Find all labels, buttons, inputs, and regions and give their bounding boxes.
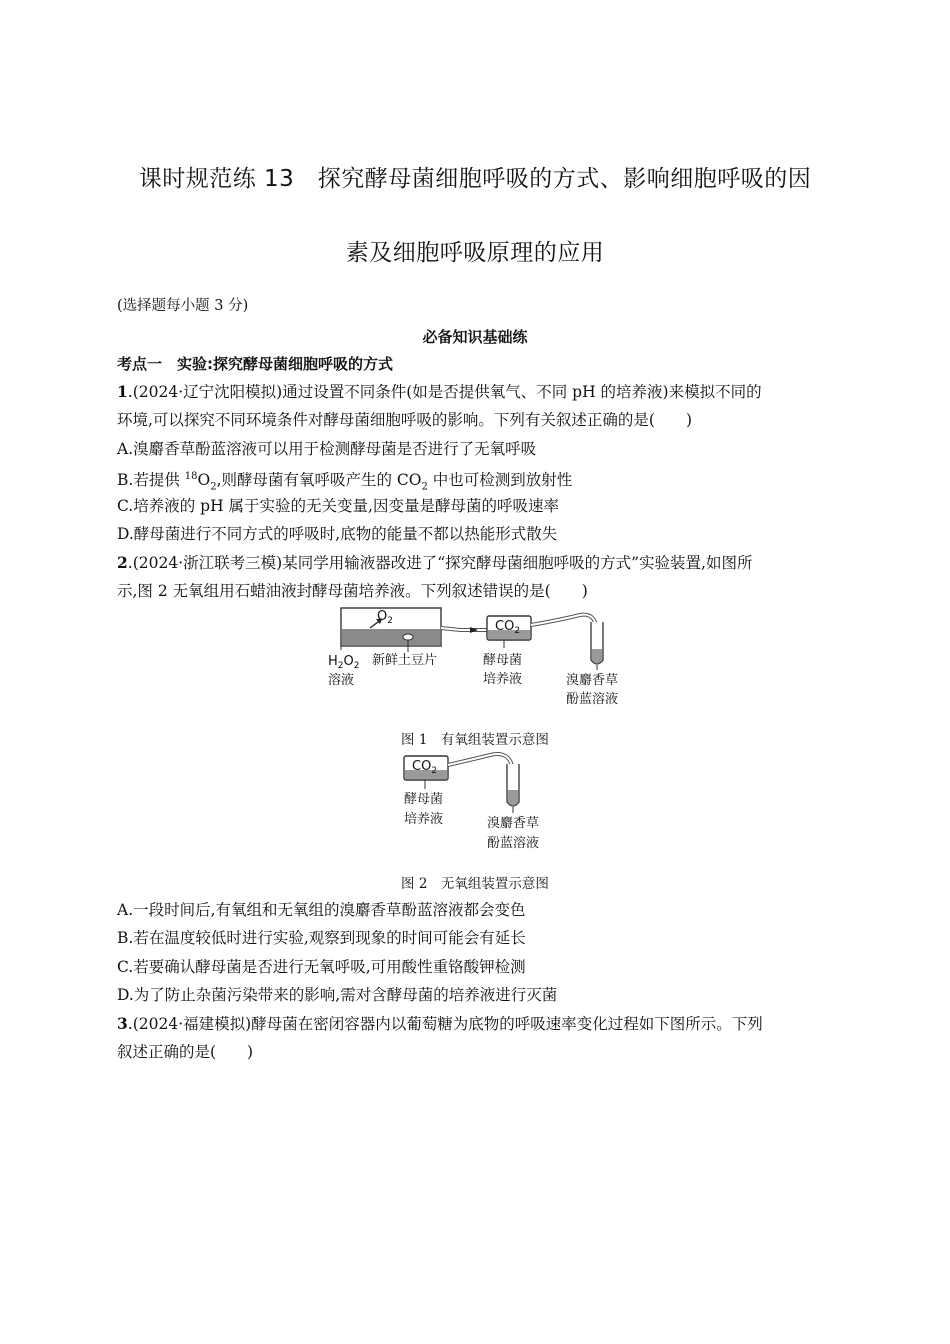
section-heading: 必备知识基础练 xyxy=(422,328,528,346)
figure-2-caption: 图 2 无氧组装置示意图 xyxy=(401,876,549,892)
h2o2-label: $H_2O_2$ xyxy=(328,654,360,671)
co2-label-2: $CO_2$ xyxy=(412,759,438,776)
yeast-label-1-line-1: 酵母菌 xyxy=(483,653,523,668)
question-1-number: 1 xyxy=(117,382,128,401)
yeast-label-2-line-1: 酵母菌 xyxy=(404,792,444,807)
question-1-option-c: C.培养液的 pH 属于实验的无关变量,因变量是酵母菌的呼吸速率 xyxy=(117,497,559,515)
question-2-number: 2 xyxy=(117,553,128,572)
question-2-option-b: B.若在温度较低时进行实验,观察到现象的时间可能会有延长 xyxy=(117,929,526,947)
score-note: (选择题每小题 3 分) xyxy=(117,298,249,314)
question-1-stem: .(2024·辽宁沈阳模拟)通过设置不同条件(如是否提供氧气、不同 pH 的培养液)来模拟不同的 xyxy=(127,383,762,401)
question-2-line-2: 示,图 2 无氧组用石蜡油液封酵母菌培养液。下列叙述错误的是( ) xyxy=(117,582,588,600)
topic-heading: 考点一 实验:探究酵母菌细胞呼吸的方式 xyxy=(117,355,394,373)
question-3-stem: .(2024·福建模拟)酵母菌在密闭容器内以葡萄糖为底物的呼吸速率变化过程如下图所示。下列 xyxy=(127,1015,763,1033)
question-1-line-2: 环境,可以探究不同环境条件对酵母菌细胞呼吸的影响。下列有关叙述正确的是( ) xyxy=(117,411,693,429)
potato-label: 新鲜土豆片 xyxy=(372,653,438,668)
indicator-label-2-line-1: 溴麝香草 xyxy=(487,816,540,831)
co2-label-1: $CO_2$ xyxy=(495,619,521,636)
yeast-label-2-line-2: 培养液 xyxy=(404,812,444,827)
question-1-option-b: B.若提供 $^{18}O_2$,则酵母菌有氧呼吸产生的 $CO_2$ 中也可检测到放射性 xyxy=(117,471,573,493)
question-1-option-a: A.溴麝香草酚蓝溶液可以用于检测酵母菌是否进行了无氧呼吸 xyxy=(117,440,537,458)
connecting-tube-3 xyxy=(448,754,513,800)
question-2-stem: .(2024·浙江联考三模)某同学用输液器改进了“探究酵母菌细胞呼吸的方式”实验装置,如图所 xyxy=(127,554,753,572)
indicator-label-1-line-2: 酚蓝溶液 xyxy=(566,692,619,707)
question-3-line-1 xyxy=(117,1014,763,1034)
indicator-label-1-line-1: 溴麝香草 xyxy=(566,673,619,688)
question-2-option-a: A.一段时间后,有氧组和无氧组的溴麝香草酚蓝溶液都会变色 xyxy=(117,901,526,919)
figure-1-caption: 图 1 有氧组装置示意图 xyxy=(401,732,549,748)
h2o2-label-line-2: 溶液 xyxy=(328,673,355,688)
page-title-line-1: 课时规范练 13 探究酵母菌细胞呼吸的方式、影响细胞呼吸的因 xyxy=(138,166,812,192)
question-3-number: 3 xyxy=(117,1014,128,1033)
indicator-label-2-line-2: 酚蓝溶液 xyxy=(487,836,540,851)
question-2-option-d: D.为了防止杂菌污染带来的影响,需对含酵母菌的培养液进行灭菌 xyxy=(117,986,558,1004)
question-2-option-c: C.若要确认酵母菌是否进行无氧呼吸,可用酸性重铬酸钾检测 xyxy=(117,958,526,976)
yeast-label-1-line-2: 培养液 xyxy=(483,672,523,687)
page-title-line-2: 素及细胞呼吸原理的应用 xyxy=(345,240,605,266)
question-3-line-2: 叙述正确的是( ) xyxy=(117,1043,254,1061)
question-1-option-d: D.酵母菌进行不同方式的呼吸时,底物的能量不都以热能形式散失 xyxy=(117,525,558,543)
o2-label: $O_2$ xyxy=(377,609,393,626)
